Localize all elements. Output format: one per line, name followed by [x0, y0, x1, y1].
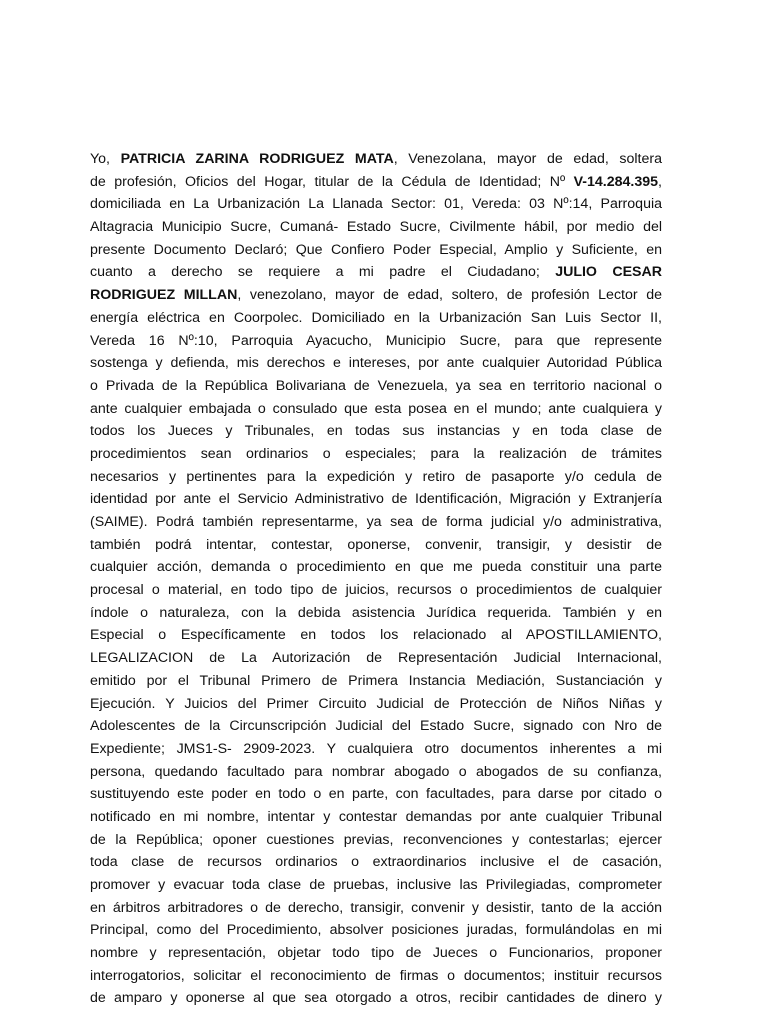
document-line: índole o naturaleza, con la debida asistencia Jurídica requerida. También y en: [90, 604, 662, 621]
document-line: de amparo y oponerse al que sea otorgado a otros, recibir cantidades de dinero y: [90, 990, 662, 1007]
document-line: promover y evacuar toda clase de pruebas, inclusive las Privilegiadas, comprometer: [90, 877, 662, 893]
document-line: procesal o material, en todo tipo de juicios, recursos o procedimientos de cualquier: [90, 582, 662, 599]
document-line: ante cualquier embajada o consulado que esta posea en el mundo; ante cualquiera y: [90, 400, 662, 417]
document-line: domiciliada en La Urbanización La Llanada Sector: 01, Vereda: 03 Nº:14, Parroquia: [90, 196, 662, 213]
document-line: Especial o Específicamente en todos los relacionado al APOSTILLAMIENTO,: [90, 627, 662, 644]
document-line: emitido por el Tribunal Primero de Primera Instancia Mediación, Sustanciación y: [90, 672, 662, 689]
document-line: LEGALIZACION de La Autorización de Representación Judicial Internacional,: [90, 650, 662, 667]
document-line: presente Documento Declaró; Que Confiero Poder Especial, Amplio y Suficiente, en: [90, 241, 662, 258]
document-line: también podrá intentar, contestar, oponerse, convenir, transigir, y desistir de: [90, 536, 662, 553]
document-line: (SAIME). Podrá también representarme, ya sea de forma judicial y/o administrativa,: [90, 514, 662, 530]
document-line: Expediente; JMS1-S- 2909-2023. Y cualquiera otro documentos inherentes a mi: [90, 740, 662, 757]
document-line: toda clase de recursos ordinarios o extraordinarios inclusive el de casación,: [90, 854, 662, 871]
document-line: sustituyendo este poder en todo o en parte, con facultades, para darse por citado o: [90, 786, 662, 803]
document-line: cualquier acción, demanda o procedimiento en que me pueda constituir una parte: [90, 559, 662, 576]
document-line: energía eléctrica en Coorpolec. Domiciliado en la Urbanización San Luis Sector II,: [90, 309, 662, 326]
bold-text: V-14.284.395: [573, 173, 659, 190]
document-line: Yo, PATRICIA ZARINA RODRIGUEZ MATA, Venezolana, mayor de edad, soltera: [90, 151, 662, 167]
document-line: identidad por ante el Servicio Administrativo de Identificación, Migración y Extranjería: [90, 491, 662, 508]
document-line: persona, quedando facultado para nombrar abogado o abogados de su confianza,: [90, 763, 662, 780]
document-line: Adolescentes de la Circunscripción Judicial del Estado Sucre, signado con Nro de: [90, 718, 662, 735]
document-page: [90, 148, 662, 1010]
document-line: RODRIGUEZ MILLAN, venezolano, mayor de edad, soltero, de profesión Lector de: [90, 287, 663, 304]
bold-text: RODRIGUEZ MILLAN: [90, 287, 238, 304]
document-line: nombre y representación, objetar todo tipo de Jueces o Funcionarios, proponer: [90, 945, 662, 962]
document-line: procedimientos sean ordinarios o especiales; para la realización de trámites: [90, 445, 662, 462]
document-line: Ejecución. Y Juicios del Primer Circuito Judicial de Protección de Niños Niñas y: [90, 695, 662, 712]
bold-text: PATRICIA ZARINA RODRIGUEZ MATA: [120, 151, 394, 167]
document-line: todos los Jueces y Tribunales, en todas sus instancias y en toda clase de: [90, 423, 662, 440]
document-line: sostenga y defienda, mis derechos e intereses, por ante cualquier Autoridad Pública: [90, 355, 662, 372]
document-line: necesarios y pertinentes para la expedición y retiro de pasaporte y/o cedula de: [90, 468, 662, 485]
document-line: o Privada de la República Bolivariana de Venezuela, ya sea en territorio nacional o: [90, 377, 662, 394]
document-line: Vereda 16 Nº:10, Parroquia Ayacucho, Municipio Sucre, para que represente: [90, 332, 662, 349]
document-line: de la República; oponer cuestiones previas, reconvenciones y contestarlas; ejercer: [90, 831, 662, 848]
bold-text: JULIO CESAR: [555, 264, 662, 281]
document-line: cuanto a derecho se requiere a mi padre el Ciudadano; JULIO CESAR: [90, 264, 662, 281]
document-line: Principal, como del Procedimiento, absolver posiciones juradas, formulándolas en mi: [90, 922, 662, 939]
document-line: interrogatorios, solicitar el reconocimiento de firmas o documentos; instituir recursos: [90, 967, 662, 984]
document-body: [90, 148, 662, 1010]
document-line: de profesión, Oficios del Hogar, titular de la Cédula de Identidad; Nº V-14.284.395,: [90, 173, 662, 190]
document-line: notificado en mi nombre, intentar y contestar demandas por ante cualquier Tribunal: [90, 808, 662, 825]
document-line: en árbitros arbitradores o de derecho, transigir, convenir y desistir, tanto de la acción: [90, 899, 662, 916]
document-line: Altagracia Municipio Sucre, Cumaná- Estado Sucre, Civilmente hábil, por medio del: [90, 219, 662, 236]
